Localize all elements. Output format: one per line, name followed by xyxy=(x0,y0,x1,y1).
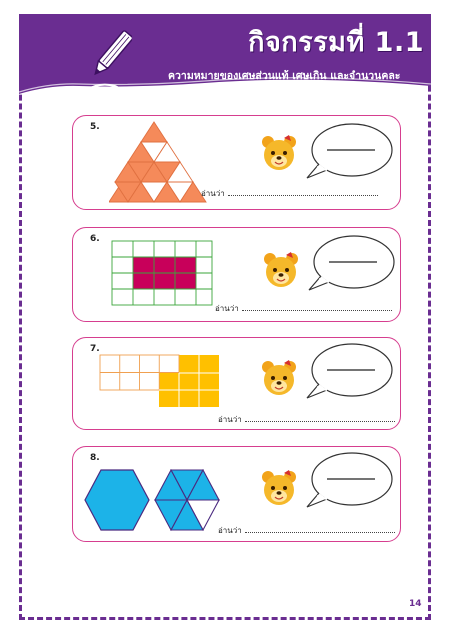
exercise-number: 5. xyxy=(90,122,100,132)
exercise-number: 6. xyxy=(90,234,100,244)
speech-bubble-icon xyxy=(297,340,397,406)
answer-line xyxy=(215,302,392,315)
answer-blank[interactable] xyxy=(242,309,392,311)
read-label: อ่านว่า xyxy=(218,526,242,535)
bear-mascot-icon xyxy=(259,358,299,398)
speech-bubble-icon xyxy=(297,449,397,515)
read-label: อ่านว่า xyxy=(201,189,225,198)
bear-mascot-icon xyxy=(261,250,301,290)
answer-line xyxy=(201,187,378,200)
exercise-card-5 xyxy=(72,115,401,210)
bear-mascot-icon xyxy=(259,468,299,508)
squares-grid-figure xyxy=(97,352,223,410)
read-label: อ่านว่า xyxy=(218,415,242,424)
read-label: อ่านว่า xyxy=(215,304,239,313)
answer-blank[interactable] xyxy=(228,194,378,196)
answer-blank[interactable] xyxy=(245,531,395,533)
pencil-icon xyxy=(92,24,132,84)
bear-mascot-icon xyxy=(259,133,299,173)
exercise-number: 7. xyxy=(90,344,100,354)
answer-line xyxy=(218,524,395,537)
activity-title: กิจกรรมที่ 1.1 xyxy=(248,27,424,58)
exercise-card-8 xyxy=(72,446,401,542)
page-number: 14 xyxy=(409,599,422,609)
exercise-number: 8. xyxy=(90,453,100,463)
speech-bubble-icon xyxy=(297,120,397,186)
hexagons-figure xyxy=(83,467,229,533)
rectangle-grid-figure xyxy=(109,238,215,308)
answer-blank[interactable] xyxy=(245,420,395,422)
answer-line xyxy=(218,413,395,426)
exercise-card-7 xyxy=(72,337,401,430)
activity-subtitle: ความหมายของเศษส่วนแท้ เศษเกิน และจำนวนคละ xyxy=(168,70,401,82)
exercise-card-6 xyxy=(72,227,401,322)
speech-bubble-icon xyxy=(299,232,399,298)
